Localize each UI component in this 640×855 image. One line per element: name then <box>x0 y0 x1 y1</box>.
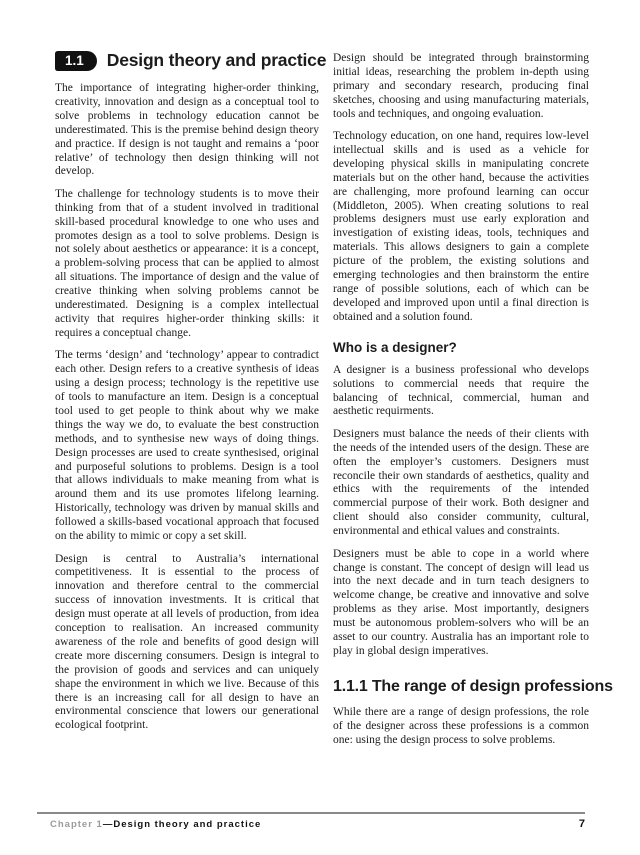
right-column <box>333 50 613 756</box>
paragraph: Design should be integrated through brainstorming initial ideas, researching the problem in-depth using primary and secondary research, producing final sketches, choosing and using manufacturing materials, tools and techniques, and ongoing evaluation. <box>333 52 589 120</box>
footer-chapter <box>50 819 261 830</box>
paragraph: The challenge for technology students is to move their thinking from that of a student involved in traditional skill-based procedural knowledge to one who uses and promotes design as a tool to solve problems. Design is not solely about aesthetics or appearance: it is a concept, a problem-solving process that can be applied to almost all situations. The importance of design and the value of creative thinking when solving problems cannot be underestimated. Designing is a complex intellectual activity that requires higher-order thinking skills: it requires a conceptual change. <box>55 187 319 339</box>
section-title: Design theory and practice <box>106 50 327 70</box>
page-number: 7 <box>578 818 585 830</box>
paragraph: The terms ‘design’ and ‘technology’ appear to contradict each other. Design refers to a creative synthesis of ideas using a design process; technology is the repetitive use of tools to manufacture an item. Design is a conceptual tool used to get people to think about why we make things the way we do, to evaluate the best construction methods, and to synthesise new ways of doing things. Design processes are used to create synthesised, original and purposeful solutions to problems. Design is a tool that allows individuals to make meaning from what is around them and its use promotes lifelong learning. Historically, technology was driven by manual skills and followed a skills-based vocational approach that focused on the ability to mimic or copy a set skill. <box>55 349 319 543</box>
paragraph: Design is central to Australia’s international competitiveness. It is essential to the process of innovation and therefore central to the commercial success of innovation investments. It is critical that design must operate at all levels of production, from idea conception to realisation. An increased community awareness of the role and benefits of good design will create more discerning consumers. Design is integral to the provision of goods and services and can uniquely shape the environment in which we live. Because of this there is an increasing call for all design to have an environmental conscience that lowers our generational ecological footprint. <box>55 552 319 732</box>
paragraph: Designers must be able to cope in a world where change is constant. The concept of design will lead us into the next decade and in turn teach designers to welcome change, be creative and innovative and solve problems as they arise. Most importantly, designers must be autonomous problem-solvers who will be an asset to our country. Australia has an important role to play in global design imperatives. <box>333 547 589 657</box>
subsection-heading-1-1-1: 1.1.1 The range of design professions <box>333 677 613 695</box>
section-number-badge: 1.1 <box>55 51 97 71</box>
chapter-label: Chapter 1 <box>50 819 103 830</box>
paragraph: A designer is a business professional who develops solutions to commercial needs that require the balancing of technical, commercial, human and aesthetic requirments. <box>333 363 589 418</box>
left-column <box>55 50 327 756</box>
paragraph: While there are a range of design professions, the role of the designer across these professions is a common one: using the design process to solve problems. <box>333 705 589 746</box>
footer-row <box>37 818 585 830</box>
subheading-who-is-a-designer: Who is a designer? <box>333 339 457 355</box>
footer-separator: — <box>102 819 114 830</box>
page-content <box>55 50 613 756</box>
section-heading <box>55 50 327 71</box>
paragraph: The importance of integrating higher-order thinking, creativity, innovation and design as a conceptual tool to solve problems in technology education cannot be underestimated. This is the premise behind design theory and practice. If design is not taught and remains a ‘poor relative’ of technology then design thinking will not develop. <box>55 82 319 178</box>
page-footer <box>37 812 585 830</box>
footer-chapter-title: Design theory and practice <box>113 819 262 830</box>
paragraph: Designers must balance the needs of their clients with the needs of the intended users of the design. These are often the employer’s customers. Designers must reconcile their own standards of aesthetics, quality and ethics with the requirements of the intended commercial purpose of their work. Both designer and client should also consider community, cultural, environmental and ethical values and constraints. <box>333 427 589 538</box>
paragraph: Technology education, on one hand, requires low-level intellectual skills and is used as a vehicle for developing physical skills in manipulating concrete materials but on the other hand, because the activities are challenging, more profound learning can occur (Middleton, 2005). When creating solutions to real problems designers must use early exploration and investigation of existing ideas, tools, techniques and materials. This allows designers to gain a complete picture of the problem, the existing solutions and emerging technologies and then brainstorm the entire range of possible solutions, each of which can be developed and improved upon until a final direction is obtained and a solution found. <box>333 130 589 323</box>
